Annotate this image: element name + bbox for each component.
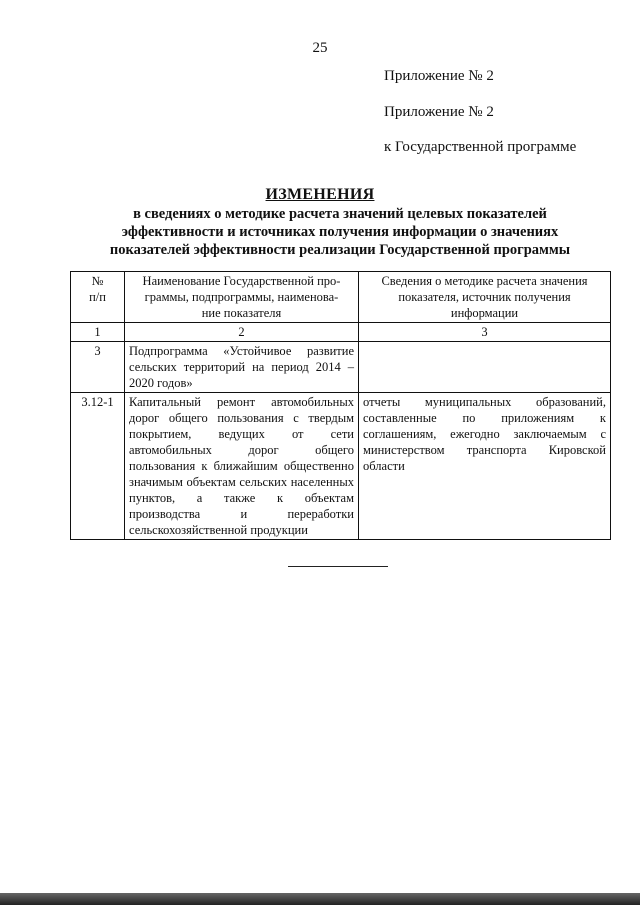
- header-text: информации: [450, 306, 519, 320]
- row-number: 3: [71, 342, 125, 393]
- table-header-row: [71, 272, 611, 323]
- header-text: Сведения о методике расчета значения: [381, 274, 588, 288]
- row-indicator-name: Капитальный ремонт автомобильных дорог общего пользования с твердым покрытием, ведущих от сети автомобильных дорог общего пользования к ближайшим общественно значимым объектам сельских населенных пунктов, а также к объектам производства и переработки сельскохозяйственной продукции: [125, 393, 359, 540]
- attachment-label: Приложение № 2: [384, 68, 494, 84]
- row-number: 3.12-1: [71, 393, 125, 540]
- document-subtitle: [70, 205, 610, 259]
- header-text: граммы, подпрограммы, наименова-: [144, 290, 339, 304]
- scan-bottom-edge: [0, 893, 640, 905]
- changes-table: [70, 271, 611, 540]
- row-method-info: отчеты муниципальных образований, составленные по приложениям к соглашениям, ежегодно заключаемым с министерством транспорта Кировской области: [359, 393, 611, 540]
- header-text: №: [91, 274, 104, 288]
- subtitle-line: в сведениях о методике расчета значений целевых показателей: [133, 206, 547, 222]
- header-method-info: [359, 272, 611, 323]
- column-number: 2: [125, 323, 359, 342]
- table-column-numbers-row: [71, 323, 611, 342]
- attachment-program-ref: к Государственной программе: [384, 139, 577, 155]
- header-text: Наименование Государственной про-: [142, 274, 341, 288]
- row-method-info: [359, 342, 611, 393]
- column-number: 1: [71, 323, 125, 342]
- header-text: ние показателя: [201, 306, 282, 320]
- header-number: [71, 272, 125, 323]
- header-text: п/п: [89, 290, 106, 304]
- attachment-label-repeat: Приложение № 2: [384, 104, 494, 120]
- header-text: показателя, источник получения: [398, 290, 571, 304]
- header-indicator-name: [125, 272, 359, 323]
- end-divider: [288, 566, 388, 567]
- subtitle-line: показателей эффективности реализации Государственной программы: [109, 242, 571, 258]
- table-row: [71, 342, 611, 393]
- row-indicator-name: Подпрограмма «Устойчивое развитие сельских территорий на период 2014 – 2020 годов»: [125, 342, 359, 393]
- document-title: ИЗМЕНЕНИЯ: [265, 186, 375, 203]
- table-row: [71, 393, 611, 540]
- column-number: 3: [359, 323, 611, 342]
- subtitle-line: эффективности и источниках получения информации о значениях: [121, 224, 559, 240]
- page-number: 25: [312, 40, 328, 56]
